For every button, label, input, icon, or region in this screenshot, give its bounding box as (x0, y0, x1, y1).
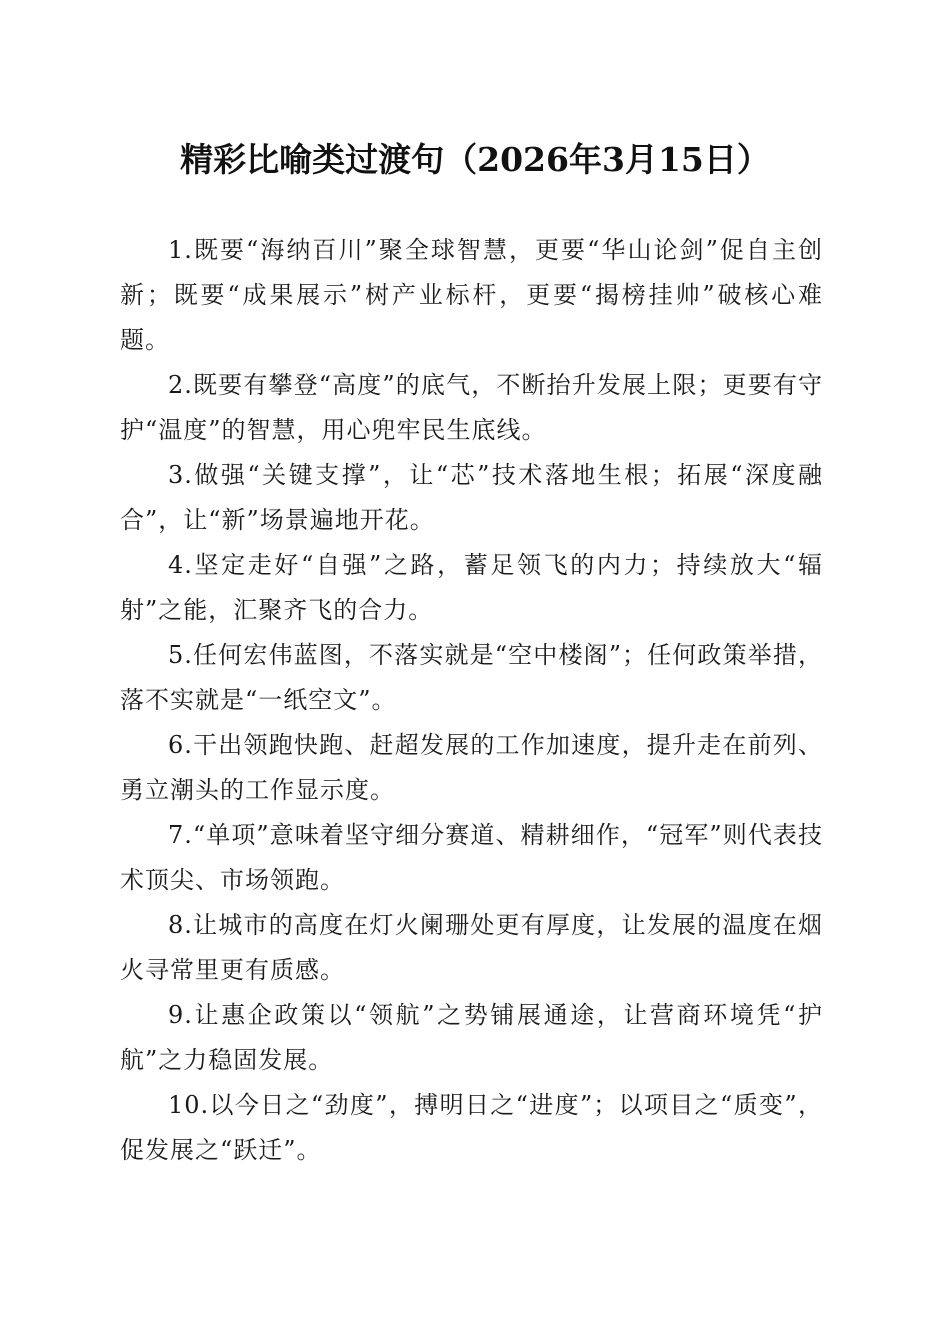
paragraph-8: 8.让城市的高度在灯火阑珊处更有厚度，让发展的温度在烟火寻常里更有质感。 (120, 911, 823, 984)
paragraph-1: 1.既要“海纳百川”聚全球智慧，更要“华山论剑”促自主创新；既要“成果展示”树产业标杆，更要“揭榜挂帅”破核心难题。 (120, 236, 823, 354)
paragraph-6: 6.干出领跑快跑、赶超发展的工作加速度，提升走在前列、勇立潮头的工作显示度。 (120, 731, 823, 804)
paragraph-5: 5.任何宏伟蓝图，不落实就是“空中楼阁”；任何政策举措，落不实就是“一纸空文”。 (120, 641, 823, 714)
document-body (120, 228, 823, 1173)
document-title: 精彩比喻类过渡句（2026年3月15日） (180, 140, 770, 179)
paragraph-3: 3.做强“关键支撑”，让“芯”技术落地生根；拓展“深度融合”，让“新”场景遍地开花。 (120, 461, 823, 534)
paragraph-10: 10.以今日之“劲度”，搏明日之“进度”；以项目之“质变”，促发展之“跃迁”。 (120, 1091, 823, 1164)
paragraph-2: 2.既要有攀登“高度”的底气，不断抬升发展上限；更要有守护“温度”的智慧，用心兜牢民生底线。 (120, 371, 823, 444)
paragraph-9: 9.让惠企政策以“领航”之势铺展通途，让营商环境凭“护航”之力稳固发展。 (120, 1001, 823, 1074)
paragraph-4: 4.坚定走好“自强”之路，蓄足领飞的内力；持续放大“辐射”之能，汇聚齐飞的合力。 (120, 551, 823, 624)
paragraph-7: 7.“单项”意味着坚守细分赛道、精耕细作，“冠军”则代表技术顶尖、市场领跑。 (120, 821, 823, 894)
